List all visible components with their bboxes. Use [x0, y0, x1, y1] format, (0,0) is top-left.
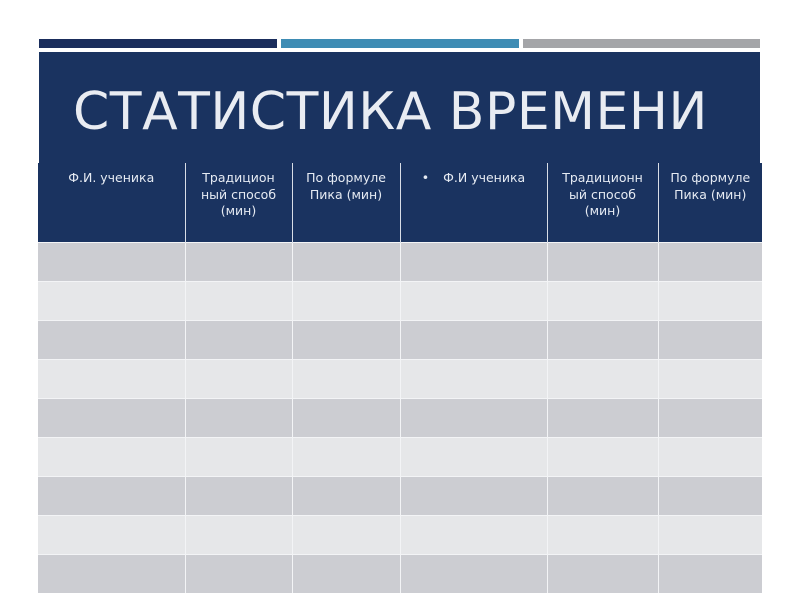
header-cell-traditional-method-2: [547, 163, 658, 242]
table-cell[interactable]: [185, 281, 292, 320]
table-row: [38, 515, 762, 554]
accent-stripe-light-blue: [281, 39, 519, 48]
table-cell[interactable]: [38, 437, 185, 476]
table-cell[interactable]: [292, 437, 400, 476]
header-label: Традиционн ый способ (мин): [562, 170, 643, 218]
table-cell[interactable]: [658, 242, 762, 281]
table-body: [38, 242, 762, 593]
table-cell[interactable]: [292, 320, 400, 359]
table-cell[interactable]: [547, 437, 658, 476]
header-label: Ф.И ученика: [443, 170, 526, 185]
table-row: [38, 359, 762, 398]
table-cell[interactable]: [38, 242, 185, 281]
statistics-table: [38, 163, 762, 593]
table-cell[interactable]: [38, 476, 185, 515]
table-cell[interactable]: [400, 515, 547, 554]
table-cell[interactable]: [400, 281, 547, 320]
table-cell[interactable]: [547, 242, 658, 281]
title-bar: [39, 52, 760, 164]
table-cell[interactable]: [547, 398, 658, 437]
table-cell[interactable]: [185, 515, 292, 554]
table-cell[interactable]: [292, 476, 400, 515]
table-cell[interactable]: [547, 281, 658, 320]
header-cell-pick-formula-1: [292, 163, 400, 242]
header-label: По формуле Пика (мин): [670, 170, 751, 202]
table-cell[interactable]: [547, 554, 658, 593]
table-cell[interactable]: [400, 320, 547, 359]
table-cell[interactable]: [185, 320, 292, 359]
table-cell[interactable]: [38, 515, 185, 554]
table-cell[interactable]: [658, 515, 762, 554]
slide-title: СТАТИСТИКА ВРЕМЕНИ: [73, 82, 708, 142]
table-cell[interactable]: [658, 437, 762, 476]
header-label: Ф.И. ученика: [68, 170, 155, 185]
table-header-row: [38, 163, 762, 242]
table-row: [38, 320, 762, 359]
table-cell[interactable]: [658, 320, 762, 359]
table-cell[interactable]: [400, 437, 547, 476]
table-cell[interactable]: [400, 554, 547, 593]
table-cell[interactable]: [185, 242, 292, 281]
table-row: [38, 242, 762, 281]
table-row: [38, 437, 762, 476]
table-cell[interactable]: [38, 320, 185, 359]
accent-stripe-dark-blue: [39, 39, 277, 48]
table-row: [38, 476, 762, 515]
table-cell[interactable]: [400, 398, 547, 437]
table-cell[interactable]: [658, 281, 762, 320]
bullet-icon: •: [421, 170, 430, 185]
table-cell[interactable]: [547, 515, 658, 554]
table-cell[interactable]: [547, 320, 658, 359]
table-cell[interactable]: [658, 359, 762, 398]
table-cell[interactable]: [185, 476, 292, 515]
table-cell[interactable]: [185, 359, 292, 398]
table-cell[interactable]: [292, 359, 400, 398]
table-cell[interactable]: [400, 359, 547, 398]
table-cell[interactable]: [658, 554, 762, 593]
header-cell-traditional-method-1: [185, 163, 292, 242]
table-cell[interactable]: [292, 281, 400, 320]
header-cell-student-name-1: [38, 163, 185, 242]
table-cell[interactable]: [38, 359, 185, 398]
table-cell[interactable]: [185, 554, 292, 593]
table-cell[interactable]: [38, 281, 185, 320]
table-row: [38, 281, 762, 320]
table-cell[interactable]: [292, 242, 400, 281]
table-cell[interactable]: [547, 476, 658, 515]
header-label: Традицион ный способ (мин): [200, 170, 277, 218]
table-cell[interactable]: [292, 554, 400, 593]
table-cell[interactable]: [400, 242, 547, 281]
header-cell-student-name-2: [400, 163, 547, 242]
table-cell[interactable]: [292, 398, 400, 437]
table-cell[interactable]: [38, 398, 185, 437]
accent-stripe-gray: [523, 39, 760, 48]
table-row: [38, 554, 762, 593]
header-label: По формуле Пика (мин): [306, 170, 386, 202]
table-cell[interactable]: [185, 437, 292, 476]
table-cell[interactable]: [658, 398, 762, 437]
table-cell[interactable]: [547, 359, 658, 398]
table-row: [38, 398, 762, 437]
table-cell[interactable]: [400, 476, 547, 515]
header-cell-pick-formula-2: [658, 163, 762, 242]
table-cell[interactable]: [38, 554, 185, 593]
table-cell[interactable]: [292, 515, 400, 554]
table-cell[interactable]: [185, 398, 292, 437]
table-cell[interactable]: [658, 476, 762, 515]
